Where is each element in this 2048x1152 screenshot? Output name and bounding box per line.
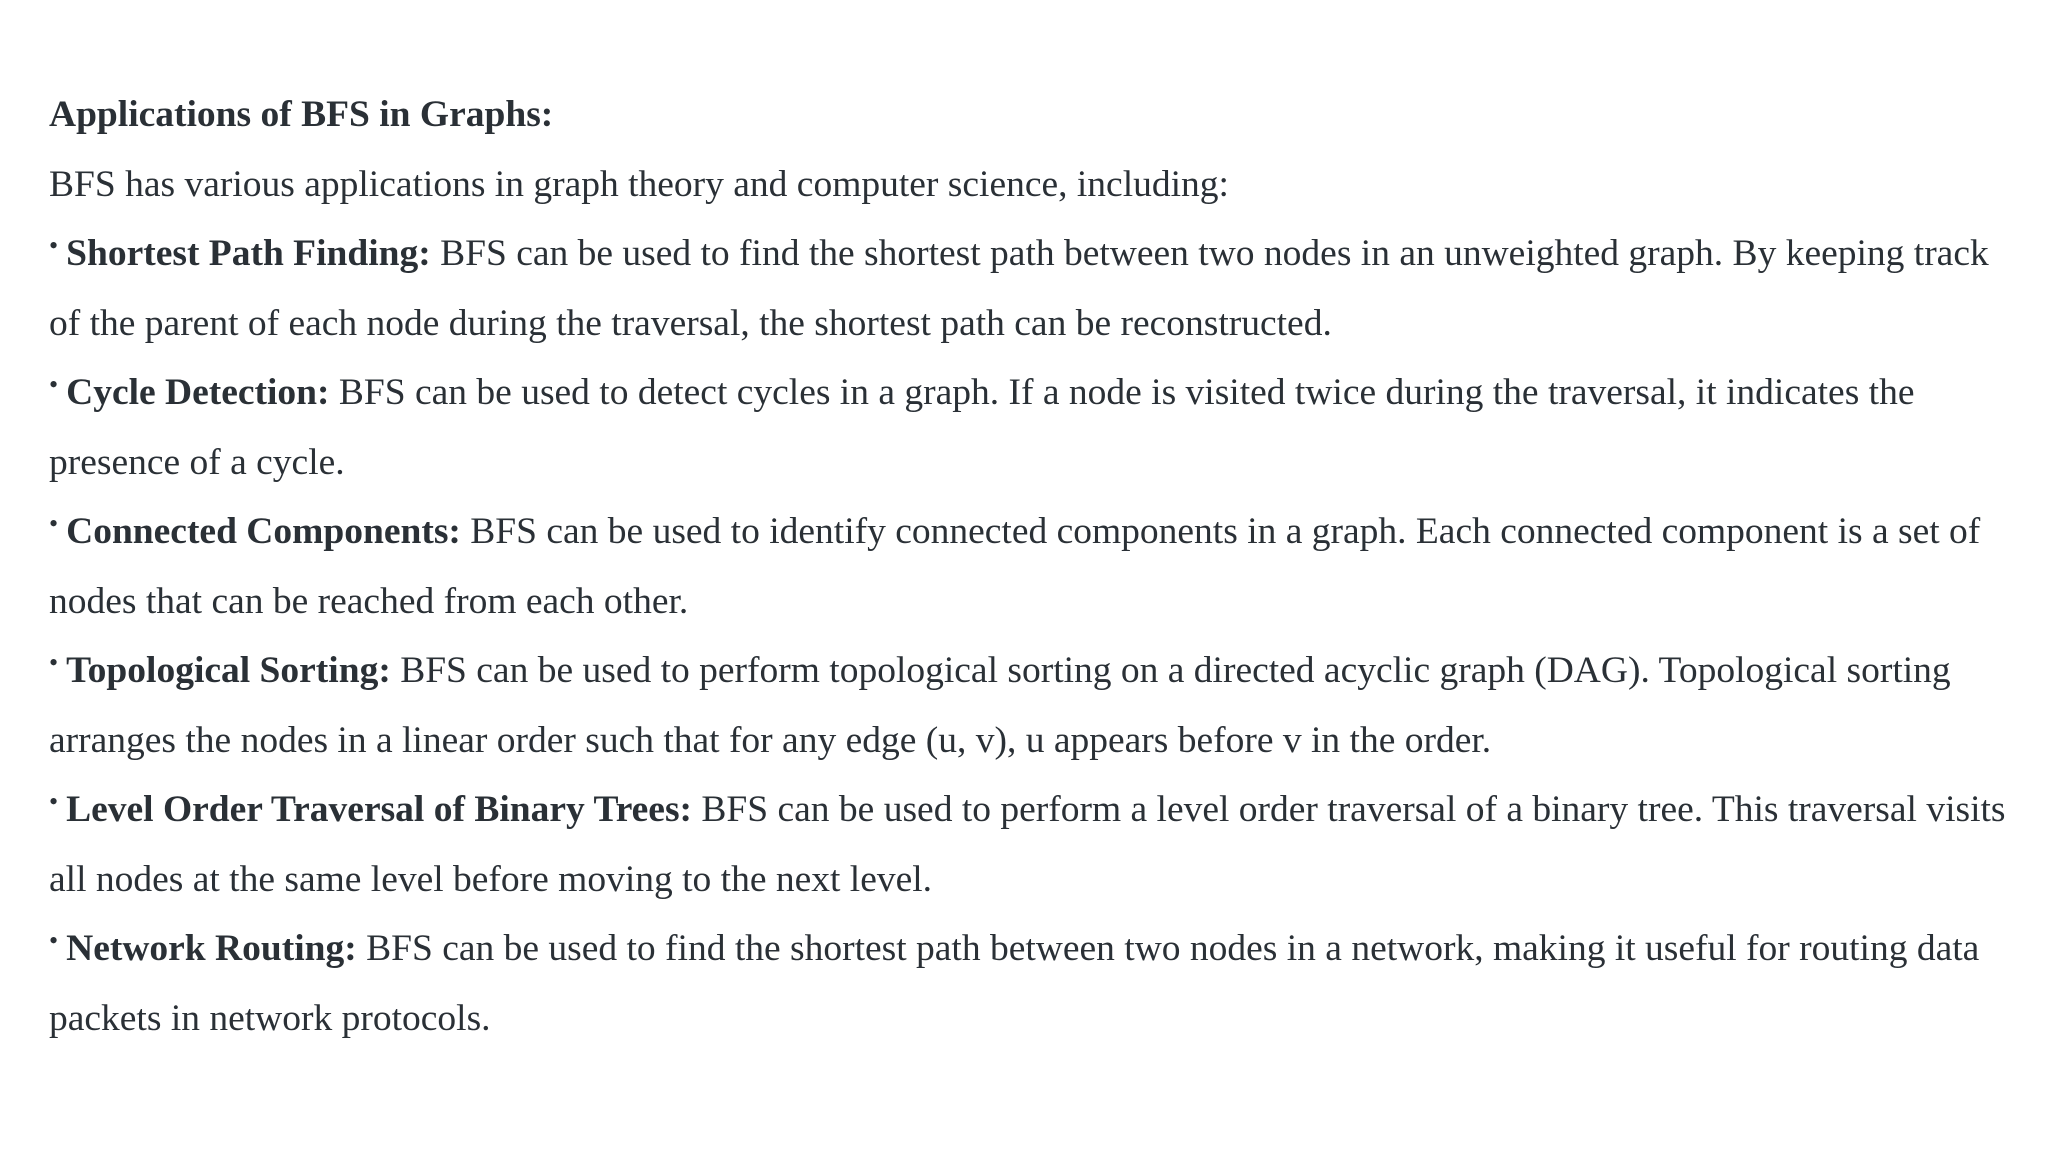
list-item-text: BFS can be used to identify connected components in a graph. Each connected component is a set of nodes that can be reached from each other.: [49, 511, 1981, 622]
list-item-text: BFS can be used to find the shortest path between two nodes in a network, making it useful for routing data packets in network protocols.: [49, 928, 1980, 1039]
bullet-icon: •: [49, 509, 59, 538]
intro-paragraph: BFS has various applications in graph theory and computer science, including:: [49, 163, 1229, 205]
list-item-text: BFS can be used to perform a level order traversal of a binary tree. This traversal visits all nodes at the same level before moving to the next level.: [49, 789, 2006, 900]
list-item-term: Cycle Detection:: [66, 372, 330, 413]
applications-list: [49, 219, 2019, 1053]
bullet-icon: •: [49, 370, 59, 399]
bullet-icon: •: [49, 231, 59, 260]
bullet-icon: •: [49, 648, 59, 677]
list-item-connected-components: [49, 497, 2019, 636]
list-item-level-order-traversal: [49, 775, 2019, 914]
list-item-text: BFS can be used to detect cycles in a graph. If a node is visited twice during the traversal, it indicates the presence of a cycle.: [49, 372, 1915, 483]
list-item-term: Level Order Traversal of Binary Trees:: [66, 789, 693, 830]
bullet-icon: •: [49, 926, 59, 955]
list-item-term: Network Routing:: [66, 928, 357, 969]
list-item-network-routing: [49, 914, 2019, 1053]
document-body: [49, 80, 2019, 1053]
list-item-shortest-path: [49, 219, 2019, 358]
list-item-text: BFS can be used to find the shortest path between two nodes in an unweighted graph. By keeping track of the parent of each node during the traversal, the shortest path can be reconstructed.: [49, 233, 1989, 344]
list-item-term: Topological Sorting:: [66, 650, 391, 691]
list-item-topological-sorting: [49, 636, 2019, 775]
list-item-term: Shortest Path Finding:: [66, 233, 431, 274]
bullet-icon: •: [49, 787, 59, 816]
list-item-cycle-detection: [49, 358, 2019, 497]
list-item-term: Connected Components:: [66, 511, 461, 552]
list-item-text: BFS can be used to perform topological sorting on a directed acyclic graph (DAG). Topological sorting arranges the nodes in a linear order such that for any edge (u, v), u appears before v in the order.: [49, 650, 1951, 761]
section-heading: Applications of BFS in Graphs:: [49, 94, 554, 135]
